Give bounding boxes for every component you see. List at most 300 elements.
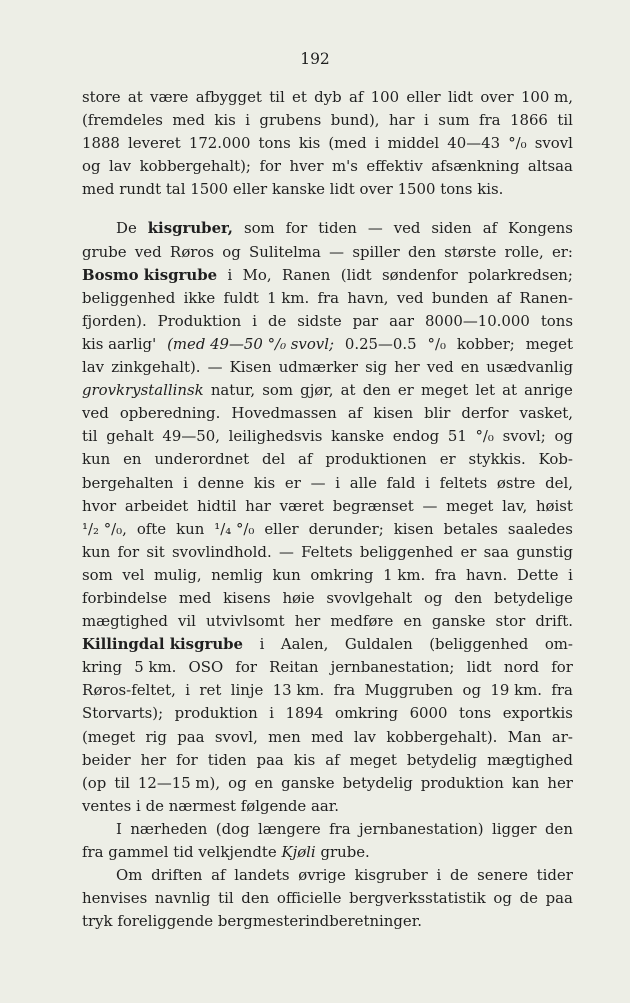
word: tider xyxy=(536,866,573,885)
word: produktion xyxy=(420,773,504,792)
word: at xyxy=(127,88,143,106)
word: kisgruber xyxy=(354,866,428,885)
text-line xyxy=(82,448,573,471)
word: svovl xyxy=(534,134,573,153)
word: aar xyxy=(389,311,414,330)
word: for xyxy=(235,658,257,677)
word: foreliggende xyxy=(117,912,214,931)
word: aar. xyxy=(311,796,339,815)
word: af xyxy=(482,219,498,238)
word: kan xyxy=(511,773,540,792)
word: ret xyxy=(199,681,222,700)
word: blir xyxy=(424,404,451,423)
word: i xyxy=(183,473,188,492)
word: Storvarts); xyxy=(82,704,164,723)
word: (beliggenhed xyxy=(429,635,529,654)
word: som xyxy=(243,219,275,238)
word: tiden xyxy=(318,219,357,238)
word: for xyxy=(117,542,140,561)
word: opberedning. xyxy=(119,404,221,423)
word: kobber; xyxy=(456,334,515,353)
word: driften xyxy=(151,866,203,885)
word: landets xyxy=(234,866,290,885)
word: °/₀ xyxy=(508,134,527,153)
word: — xyxy=(310,473,326,492)
word: stykkis. xyxy=(468,450,526,469)
word: dyb xyxy=(314,88,342,106)
word: i xyxy=(185,681,190,700)
word: Sulitelma xyxy=(249,242,321,261)
word: rig xyxy=(145,727,167,746)
word: leilighedsvis xyxy=(228,427,323,446)
word: vel xyxy=(122,565,145,584)
word: kis xyxy=(214,111,236,130)
word: nærheden xyxy=(130,819,208,838)
word: betales xyxy=(443,519,498,538)
word: svovlgehalt xyxy=(326,588,413,607)
word: havn, xyxy=(347,288,389,307)
word: Røros xyxy=(169,242,215,261)
word: ved xyxy=(82,404,109,423)
word: lidt xyxy=(466,658,492,677)
word: meget xyxy=(525,334,573,353)
word: hver xyxy=(289,157,324,176)
word: til xyxy=(82,427,98,446)
word: over xyxy=(480,88,514,106)
word: Ranen xyxy=(281,265,331,284)
word: paa xyxy=(177,727,205,746)
word: Mo, xyxy=(242,265,272,284)
text-line xyxy=(82,379,573,402)
word: bergehalten xyxy=(82,473,174,492)
word: af xyxy=(496,288,512,307)
word: ved xyxy=(396,288,424,307)
word: østre xyxy=(496,473,536,492)
word: ventes xyxy=(82,796,132,815)
word: Reitan xyxy=(269,658,319,677)
text-line xyxy=(82,472,573,495)
word: Produktion xyxy=(157,311,242,330)
word: (med xyxy=(328,134,367,153)
word: som xyxy=(82,565,113,584)
word: drift. xyxy=(535,612,573,631)
word: exportkis xyxy=(502,704,573,723)
word: I xyxy=(116,819,122,838)
word: har xyxy=(388,111,415,130)
word: tal xyxy=(165,180,186,199)
word: Guldalen xyxy=(344,635,413,654)
word: anrige xyxy=(524,381,573,400)
word: (fremdeles xyxy=(82,111,163,130)
word: Kisen xyxy=(229,358,272,377)
text-line xyxy=(82,633,573,656)
word: let xyxy=(475,381,495,400)
word: omkring xyxy=(334,704,399,723)
text-line xyxy=(82,287,573,310)
word: feltets xyxy=(439,473,488,492)
word: er: xyxy=(551,242,573,261)
word: 1 km. xyxy=(267,288,310,307)
word: — xyxy=(367,219,383,238)
paragraph xyxy=(82,818,573,864)
word: til xyxy=(557,111,573,130)
word: rundt xyxy=(119,180,162,199)
word: vasket, xyxy=(519,404,573,423)
word: Om xyxy=(116,866,143,885)
text-line xyxy=(82,749,573,772)
word: de xyxy=(145,796,164,815)
word: mægtighed xyxy=(82,612,168,631)
word: kun xyxy=(176,519,205,538)
word: er xyxy=(460,542,477,561)
word: forbindelse xyxy=(82,588,168,607)
word: velkjendte xyxy=(198,843,277,861)
word: — xyxy=(422,496,438,515)
word: omkring xyxy=(310,565,374,584)
word: kobbergehalt). xyxy=(386,727,498,746)
text-line xyxy=(82,425,573,448)
word: for xyxy=(259,157,282,176)
word: den xyxy=(241,889,270,908)
word: betydelig xyxy=(406,750,478,769)
word: 1500 xyxy=(190,180,229,199)
word: kobbergehalt); xyxy=(139,157,251,176)
word: her xyxy=(140,750,167,769)
word: en xyxy=(254,773,274,792)
word: er xyxy=(284,473,301,492)
word: bergmesterindberetninger. xyxy=(217,912,422,931)
word: afsænkning xyxy=(431,157,520,176)
word: i xyxy=(269,704,274,723)
word: for xyxy=(285,219,308,238)
word: kanske xyxy=(331,427,385,446)
word: tons xyxy=(540,311,573,330)
word: hvor xyxy=(82,496,117,515)
word: i xyxy=(227,265,233,284)
word: (meget xyxy=(82,727,136,746)
text-line xyxy=(82,356,573,379)
word: 5 km. xyxy=(134,658,177,677)
word: 1 km. xyxy=(383,565,426,584)
word: af xyxy=(325,750,340,769)
word: ligger xyxy=(492,819,537,838)
word: lav xyxy=(109,157,132,176)
word: jernbanestation; xyxy=(330,658,455,677)
word: lav, xyxy=(502,496,528,515)
word: her xyxy=(547,773,573,792)
text-line xyxy=(82,610,573,633)
word: følgende xyxy=(240,796,307,815)
paragraph xyxy=(82,217,573,817)
word: kis aarlig' xyxy=(82,334,157,353)
word: af xyxy=(347,404,363,423)
word: sit xyxy=(146,542,165,561)
body-text xyxy=(82,86,573,933)
word: rolle, xyxy=(504,242,544,261)
word: siden xyxy=(431,219,472,238)
word: høist xyxy=(535,496,573,515)
word: °/₀ xyxy=(475,427,494,446)
word: gunstig xyxy=(516,542,573,561)
word: OSO xyxy=(188,658,224,677)
word: svovl, xyxy=(214,727,258,746)
word: betydelig xyxy=(342,773,413,792)
word: de xyxy=(519,889,538,908)
word: henvises xyxy=(82,889,148,908)
word: 0.25—0.5 xyxy=(344,334,417,353)
word: 1500 xyxy=(397,180,436,199)
word: saaledes xyxy=(507,519,573,538)
word: 40—43 xyxy=(447,134,501,153)
word: paa xyxy=(256,750,284,769)
word: at xyxy=(502,381,517,400)
word: vil xyxy=(177,612,196,631)
word: De xyxy=(116,219,137,238)
italic-term: Kjøli xyxy=(281,843,316,861)
text-line xyxy=(82,864,573,887)
word: — xyxy=(329,242,345,261)
word: over xyxy=(359,180,393,199)
word: derunder; xyxy=(308,519,384,538)
word: at xyxy=(340,381,356,400)
word: 100 xyxy=(370,88,400,106)
word: en xyxy=(460,358,480,377)
text-line xyxy=(82,86,573,109)
word: produktionen xyxy=(325,450,427,469)
word: 6000 xyxy=(409,704,448,723)
word: sidste xyxy=(297,311,342,330)
word: ved xyxy=(393,219,421,238)
word: Feltets xyxy=(301,542,353,561)
word: i xyxy=(252,311,257,330)
word: mulig, xyxy=(154,565,202,584)
word: er xyxy=(439,450,456,469)
word: og xyxy=(82,157,101,176)
word: ofte xyxy=(136,519,167,538)
word: Ranen- xyxy=(519,288,573,307)
word: m's xyxy=(331,157,358,176)
text-line xyxy=(82,818,573,841)
word: arbeidet xyxy=(124,496,189,515)
text-line xyxy=(82,772,573,795)
word: gjør, xyxy=(300,381,334,400)
word: til xyxy=(218,889,234,908)
word: grubens xyxy=(259,111,322,130)
word: den xyxy=(544,819,573,838)
word: underordnet xyxy=(154,450,250,469)
word: kis. xyxy=(477,180,504,199)
word: kis xyxy=(293,750,316,769)
text-line xyxy=(82,887,573,910)
bold-term: Bosmo kisgrube xyxy=(82,265,218,284)
bold-term: kisgruber, xyxy=(147,219,233,238)
word: derfor xyxy=(461,404,509,423)
word: eller xyxy=(232,180,268,199)
word: i xyxy=(335,473,340,492)
text-line xyxy=(82,495,573,518)
text-line xyxy=(82,656,573,679)
word: her xyxy=(294,612,321,631)
word: de xyxy=(267,311,287,330)
word: her xyxy=(394,358,420,377)
paragraph xyxy=(82,86,573,201)
word: kisen xyxy=(393,519,434,538)
word: høie xyxy=(282,588,315,607)
word: gammel xyxy=(108,843,169,861)
word: eller xyxy=(264,519,299,538)
word: nærmest xyxy=(168,796,236,815)
word: par xyxy=(352,311,379,330)
word: for xyxy=(176,750,198,769)
word: i xyxy=(436,866,442,885)
word: gehalt xyxy=(106,427,154,446)
text-line xyxy=(82,333,573,356)
word: 12—15 m), xyxy=(137,773,221,792)
word: (op xyxy=(82,773,107,792)
word: og xyxy=(222,242,241,261)
word: spiller xyxy=(352,242,400,261)
word: grube xyxy=(82,242,127,261)
word: medføre xyxy=(330,612,394,631)
word: — xyxy=(278,542,294,561)
word: Muggruben xyxy=(364,681,454,700)
word: — xyxy=(207,358,223,377)
word: fra xyxy=(479,111,501,130)
word: sig xyxy=(365,358,388,377)
word: et xyxy=(292,88,307,106)
text-line xyxy=(82,217,573,240)
word: svovlindhold. xyxy=(172,542,272,561)
word: afbygget xyxy=(195,88,262,106)
word: kisens xyxy=(223,588,271,607)
word: Aalen, xyxy=(280,635,329,654)
word: i xyxy=(136,796,141,815)
text-line xyxy=(82,564,573,587)
word: havn. xyxy=(466,565,508,584)
word: og xyxy=(554,427,573,446)
word: af xyxy=(211,866,226,885)
word: i xyxy=(374,134,380,153)
word: øvrige xyxy=(298,866,346,885)
word: søndenfor xyxy=(382,265,458,284)
paragraph-gap xyxy=(82,201,573,217)
word: tryk xyxy=(82,912,113,931)
text-line xyxy=(82,702,573,725)
word: effektiv xyxy=(366,157,423,176)
word: betydelige xyxy=(494,588,573,607)
word: fra xyxy=(434,565,457,584)
word: begrænset xyxy=(332,496,414,515)
word: til xyxy=(114,773,130,792)
text-line xyxy=(82,841,573,864)
word: beliggenhed xyxy=(82,288,176,307)
word: i xyxy=(424,111,429,130)
word: fra xyxy=(551,681,573,700)
text-line xyxy=(82,679,573,702)
word: fra xyxy=(329,819,351,838)
word: kis xyxy=(298,134,321,153)
word: stor xyxy=(495,612,526,631)
text-line xyxy=(82,402,573,425)
word: middel xyxy=(387,134,440,153)
word: ganske xyxy=(431,612,486,631)
word: være xyxy=(150,88,189,106)
word: længere xyxy=(258,819,321,838)
word: endog xyxy=(392,427,440,446)
word: den xyxy=(362,381,391,400)
word: bergverksstatistik xyxy=(349,889,486,908)
word: den xyxy=(454,588,483,607)
word: (dog xyxy=(215,819,250,838)
word: leveret xyxy=(128,134,181,153)
word: er xyxy=(397,381,414,400)
word: alle xyxy=(349,473,377,492)
word: Man xyxy=(507,727,542,746)
text-line xyxy=(82,155,573,178)
word: usædvanlig xyxy=(486,358,573,377)
word: ar- xyxy=(551,727,573,746)
text-line xyxy=(82,132,573,155)
word: lav xyxy=(82,358,105,377)
word: meget xyxy=(349,750,397,769)
word: og xyxy=(462,681,482,700)
word: svovl; xyxy=(502,427,546,446)
text-line xyxy=(82,241,573,264)
word: beider xyxy=(82,750,131,769)
word: store xyxy=(82,88,121,106)
bold-term: Killingdal kisgrube xyxy=(82,635,244,654)
word: 1894 xyxy=(285,704,324,723)
word: paa xyxy=(545,889,573,908)
word: lav xyxy=(353,727,376,746)
word: tons xyxy=(459,704,492,723)
word: beliggenhed xyxy=(359,542,454,561)
word: i xyxy=(425,473,430,492)
word: grube. xyxy=(320,843,370,861)
word: de xyxy=(450,866,469,885)
italic-term: grovkrystallinsk xyxy=(82,381,204,400)
word: ved xyxy=(426,358,454,377)
text-line xyxy=(82,795,573,818)
word: fjorden). xyxy=(82,311,147,330)
word: med xyxy=(172,111,205,130)
word: en xyxy=(403,612,422,631)
word: i xyxy=(568,565,573,584)
word: kanske xyxy=(271,180,325,199)
word: navnlig xyxy=(154,889,211,908)
word: 1888 xyxy=(82,134,120,153)
word: 172.000 xyxy=(188,134,251,153)
text-line xyxy=(82,264,573,287)
word: eller xyxy=(406,88,441,106)
word: om- xyxy=(544,635,573,654)
word: og xyxy=(423,588,443,607)
word: hidtil xyxy=(197,496,237,515)
word: 19 km. xyxy=(490,681,542,700)
word: og xyxy=(493,889,512,908)
word: fra xyxy=(317,288,340,307)
word: °/₀ xyxy=(427,334,446,353)
word: for xyxy=(551,658,573,677)
word: til xyxy=(269,88,285,106)
word: jernbanestation) xyxy=(359,819,484,838)
word: nemlig xyxy=(211,565,263,584)
word: udmærker xyxy=(278,358,359,377)
word: tons xyxy=(258,134,291,153)
word: polarkredsen; xyxy=(468,265,573,284)
italic-term: (med 49—50 °/₀ svovl; xyxy=(167,334,334,353)
word: (lidt xyxy=(340,265,372,284)
